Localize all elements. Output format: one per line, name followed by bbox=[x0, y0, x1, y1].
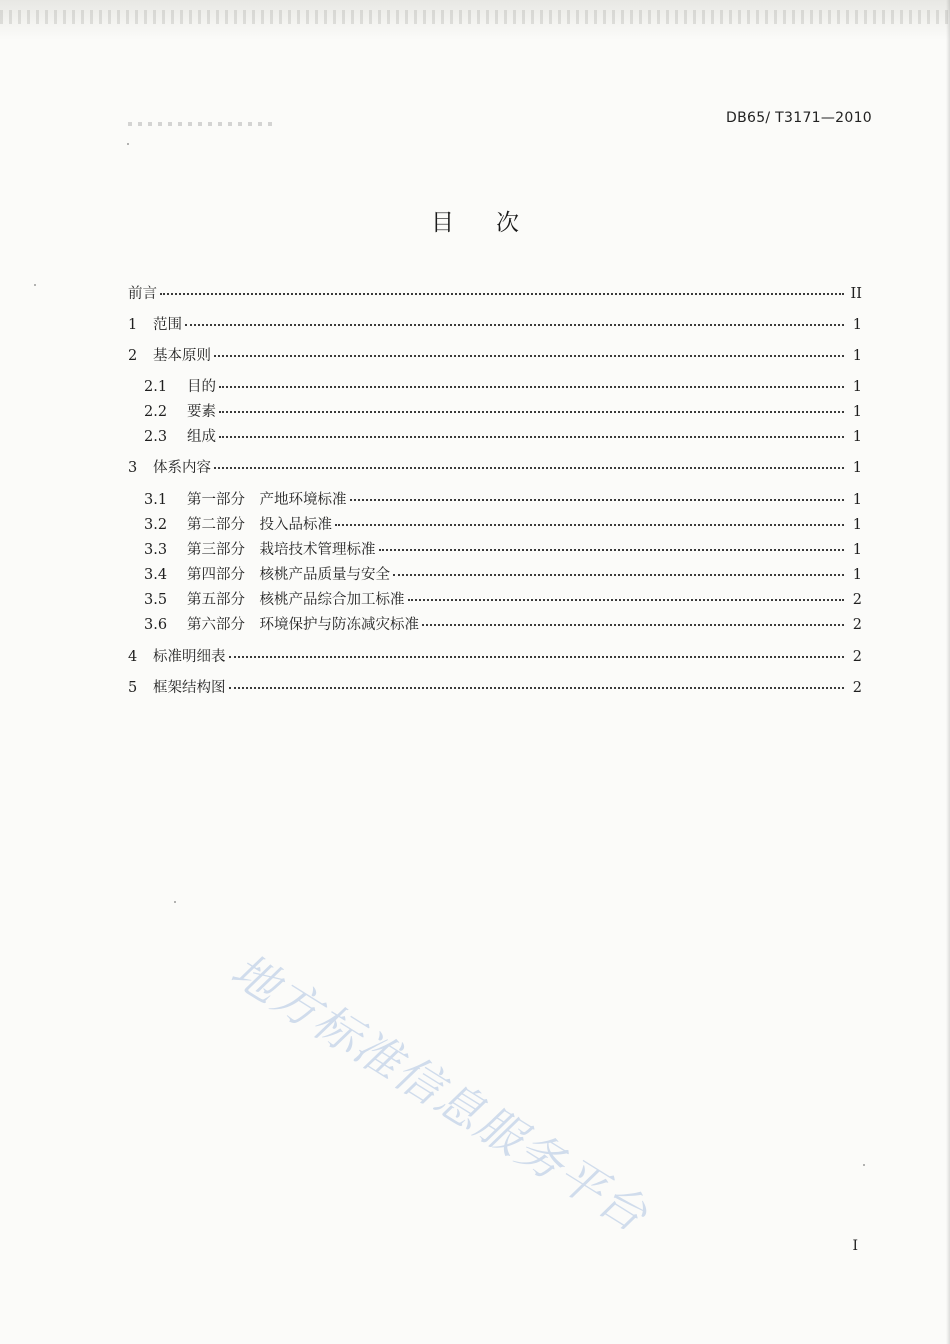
toc-entry-title: 要素 bbox=[187, 404, 216, 420]
toc-entry-number: 3.3 bbox=[144, 542, 168, 558]
toc-entry-2[interactable] bbox=[128, 346, 862, 366]
toc-entry-title: 前言 bbox=[128, 286, 157, 302]
page-number: I bbox=[852, 1238, 858, 1254]
toc-entry-title: 框架结构图 bbox=[153, 680, 226, 696]
title-char-2: 次 bbox=[496, 210, 519, 236]
toc-entry-foreword[interactable] bbox=[128, 284, 862, 304]
dot-leader bbox=[185, 312, 844, 326]
toc-entry-3-2[interactable] bbox=[144, 515, 862, 535]
dot-leader bbox=[422, 612, 844, 626]
title-char-1: 目 bbox=[431, 210, 454, 236]
toc-entry-4[interactable] bbox=[128, 647, 862, 667]
dot-leader bbox=[393, 562, 844, 576]
toc-entry-number: 5 bbox=[128, 680, 138, 696]
toc-entry-2-2[interactable] bbox=[144, 402, 862, 422]
toc-entry-title: 第一部分 产地环境标准 bbox=[187, 492, 347, 508]
toc-entry-number: 4 bbox=[128, 649, 138, 665]
document-code: DB65/ T3171—2010 bbox=[726, 110, 872, 126]
dot-leader bbox=[229, 675, 845, 689]
toc-entry-title: 第四部分 核桃产品质量与安全 bbox=[187, 567, 390, 583]
toc-entry-page: 2 bbox=[852, 592, 862, 608]
toc-entry-page: 1 bbox=[852, 567, 862, 583]
toc-entry-number: 3.4 bbox=[144, 567, 168, 583]
toc-entry-page: 1 bbox=[852, 429, 862, 445]
dot-leader bbox=[219, 399, 844, 413]
toc-entry-number: 3.6 bbox=[144, 617, 168, 633]
dot-leader bbox=[219, 424, 844, 438]
header-mark bbox=[128, 122, 278, 126]
toc-entry-number: 2.3 bbox=[144, 429, 168, 445]
toc-entry-2-3[interactable] bbox=[144, 427, 862, 447]
scan-speck bbox=[34, 284, 36, 286]
toc-entry-page: 2 bbox=[852, 649, 862, 665]
toc-entry-page: 1 bbox=[852, 404, 862, 420]
toc-entry-title: 第五部分 核桃产品综合加工标准 bbox=[187, 592, 405, 608]
scan-right-edge bbox=[946, 0, 950, 1344]
toc-entry-5[interactable] bbox=[128, 678, 862, 698]
toc-entry-3-3[interactable] bbox=[144, 540, 862, 560]
toc-entry-title: 第三部分 栽培技术管理标准 bbox=[187, 542, 376, 558]
dot-leader bbox=[335, 512, 844, 526]
toc-entry-page: 1 bbox=[852, 348, 862, 364]
toc-entry-page: II bbox=[850, 286, 862, 302]
toc-entry-page: 1 bbox=[852, 517, 862, 533]
toc-entry-title: 第六部分 环境保护与防冻减灾标准 bbox=[187, 617, 419, 633]
toc-entry-title: 目的 bbox=[187, 379, 216, 395]
toc-entry-page: 1 bbox=[852, 379, 862, 395]
toc-entry-number: 2.1 bbox=[144, 379, 168, 395]
toc-entry-page: 1 bbox=[852, 492, 862, 508]
toc-entry-number: 2 bbox=[128, 348, 138, 364]
watermark: 地方标准信息服务平台 bbox=[222, 942, 658, 1243]
dot-leader bbox=[219, 374, 844, 388]
toc-entry-title: 标准明细表 bbox=[153, 649, 226, 665]
dot-leader bbox=[350, 487, 845, 501]
toc-entry-number: 3.5 bbox=[144, 592, 168, 608]
toc-entry-page: 2 bbox=[852, 617, 862, 633]
dot-leader bbox=[214, 455, 844, 469]
toc-entry-3-5[interactable] bbox=[144, 590, 862, 610]
toc-entry-number: 1 bbox=[128, 317, 138, 333]
toc-entry-page: 1 bbox=[852, 317, 862, 333]
toc-entry-3-4[interactable] bbox=[144, 565, 862, 585]
dot-leader bbox=[379, 537, 845, 551]
scan-speck bbox=[863, 1164, 865, 1166]
toc-entry-3[interactable] bbox=[128, 458, 862, 478]
dot-leader bbox=[408, 587, 845, 601]
toc-entry-3-1[interactable] bbox=[144, 490, 862, 510]
toc-entry-number: 3 bbox=[128, 460, 138, 476]
toc-entry-3-6[interactable] bbox=[144, 615, 862, 635]
dot-leader bbox=[214, 343, 844, 357]
scan-speck bbox=[174, 901, 176, 903]
toc-entry-title: 基本原则 bbox=[153, 348, 211, 364]
scan-top-edge bbox=[0, 0, 950, 40]
toc-entry-title: 组成 bbox=[187, 429, 216, 445]
toc-entry-number: 3.1 bbox=[144, 492, 168, 508]
toc-entry-title: 体系内容 bbox=[153, 460, 211, 476]
toc-entry-page: 1 bbox=[852, 460, 862, 476]
toc-entry-title: 第二部分 投入品标准 bbox=[187, 517, 332, 533]
toc-entry-number: 3.2 bbox=[144, 517, 168, 533]
toc-entry-2-1[interactable] bbox=[144, 377, 862, 397]
toc-entry-page: 1 bbox=[852, 542, 862, 558]
toc-entry-1[interactable] bbox=[128, 315, 862, 335]
toc-entry-page: 2 bbox=[852, 680, 862, 696]
scan-speck bbox=[127, 143, 129, 145]
dot-leader bbox=[229, 644, 845, 658]
dot-leader bbox=[160, 281, 844, 295]
toc-entry-number: 2.2 bbox=[144, 404, 168, 420]
toc-entry-title: 范围 bbox=[153, 317, 182, 333]
page-title bbox=[0, 204, 950, 237]
